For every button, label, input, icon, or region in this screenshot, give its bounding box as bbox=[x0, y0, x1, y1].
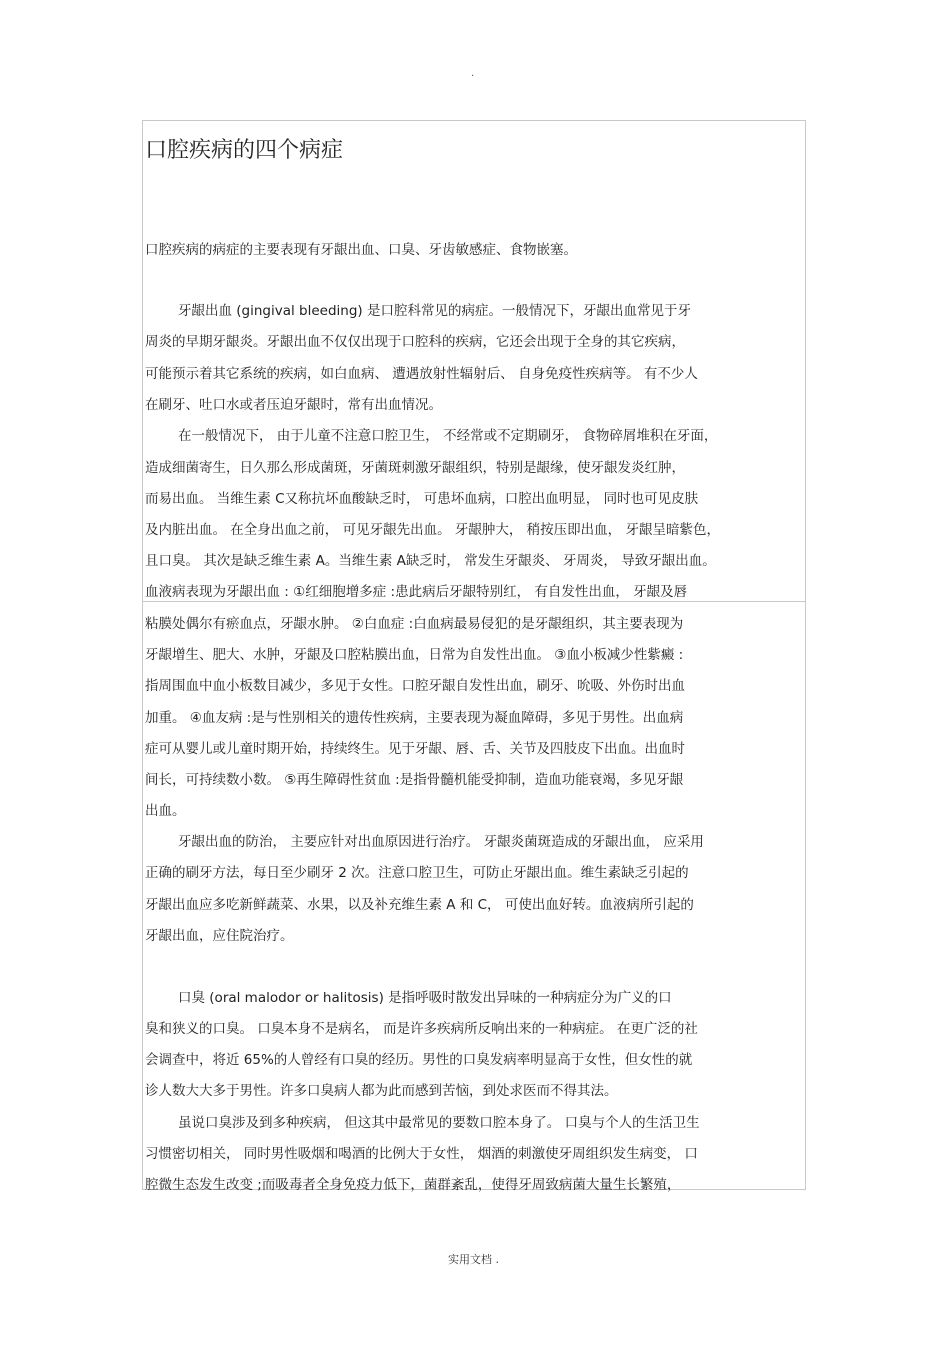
text-line: 加重。 ④血友病 :是与性别相关的遗传性疾病，主要表现为凝血障碍，多见于男性。出血病 bbox=[145, 710, 684, 726]
text-line: 及内脏出血。 在全身出血之前， 可见牙龈先出血。 牙龈肿大， 稍按压即出血， 牙龈呈暗紫色， bbox=[145, 522, 720, 538]
text-line: 在刷牙、吐口水或者压迫牙龈时，常有出血情况。 bbox=[145, 397, 442, 413]
text-line: 臭和狭义的口臭。 口臭本身不是病名， 而是许多疾病所反响出来的一种病症。 在更广泛的社 bbox=[145, 1021, 698, 1037]
text-line: 牙龈出血，应住院治疗。 bbox=[145, 928, 294, 944]
text-line: 血液病表现为牙龈出血 : ①红细胞增多症 :患此病后牙龈特别红， 有自发性出血， 牙龈及唇 bbox=[145, 584, 688, 600]
text-line: 诊人数大大多于男性。许多口臭病人都为此而感到苦恼，到处求医而不得其法。 bbox=[145, 1083, 618, 1099]
text-line: 出血。 bbox=[145, 803, 186, 819]
text-line: 腔微生态发生改变 ;而吸毒者全身免疫力低下，菌群紊乱，使得牙周致病菌大量生长繁殖， bbox=[145, 1177, 681, 1193]
text-line: 指周围血中血小板数目减少，多见于女性。口腔牙龈自发性出血，刷牙、吮吸、外伤时出血 bbox=[145, 678, 685, 694]
text-line: 正确的刷牙方法，每日至少刷牙 2 次。注意口腔卫生，可防止牙龈出血。维生素缺乏引起的 bbox=[145, 865, 689, 881]
text-line: 症可从婴儿或儿童时期开始，持续终生。见于牙龈、唇、舌、关节及四肢皮下出血。出血时 bbox=[145, 741, 685, 757]
header-mark: . bbox=[471, 68, 475, 79]
text-line: 牙龈出血 (gingival bleeding) 是口腔科常见的病症。一般情况下，牙龈出血常见于牙 bbox=[178, 303, 691, 319]
text-line: 牙龈出血应多吃新鲜蔬菜、水果，以及补充维生素 A 和 C， 可使出血好转。血液病所引起的 bbox=[145, 897, 694, 913]
text-line: 牙龈增生、肥大、水肿，牙龈及口腔粘膜出血，日常为自发性出血。 ③血小板减少性紫癜 : bbox=[145, 647, 684, 663]
text-line: 牙龈出血的防治， 主要应针对出血原因进行治疗。 牙龈炎菌斑造成的牙龈出血， 应采用 bbox=[178, 834, 704, 850]
text-line: 口腔疾病的病症的主要表现有牙龈出血、口臭、牙齿敏感症、食物嵌塞。 bbox=[145, 242, 577, 258]
text-line: 虽说口臭涉及到多种疾病， 但这其中最常见的要数口腔本身了。 口臭与个人的生活卫生 bbox=[178, 1115, 700, 1131]
text-line: 且口臭。 其次是缺乏维生素 A。当维生素 A缺乏时， 常发生牙龈炎、 牙周炎， 导致牙龈出血。 bbox=[145, 553, 716, 569]
text-line: 可能预示着其它系统的疾病，如白血病、 遭遇放射性辐射后、 自身免疫性疾病等。 有不少人 bbox=[145, 366, 698, 382]
text-line: 而易出血。 当维生素 C又称抗坏血酸缺乏时， 可患坏血病，口腔出血明显， 同时也可见皮肤 bbox=[145, 491, 699, 507]
text-line: 习惯密切相关， 同时男性吸烟和喝酒的比例大于女性， 烟酒的刺激使牙周组织发生病变， 口 bbox=[145, 1146, 698, 1162]
text-line: 口臭 (oral malodor or halitosis) 是指呼吸时散发出异味的一种病症分为广义的口 bbox=[178, 990, 672, 1006]
text-line: 间长，可持续数小数。 ⑤再生障碍性贫血 :是指骨髓机能受抑制，造血功能衰竭，多见牙龈 bbox=[145, 772, 684, 788]
page-title: 口腔疾病的四个病症 bbox=[145, 138, 344, 163]
text-line: 在一般情况下， 由于儿童不注意口腔卫生， 不经常或不定期刷牙， 食物碎屑堆积在牙面， bbox=[178, 428, 718, 444]
page-footer: 实用文档 . bbox=[448, 1253, 499, 1266]
text-line: 粘膜处偶尔有瘀血点，牙龈水肿。 ②白血症 :白血病最易侵犯的是牙龈组织，其主要表现为 bbox=[145, 616, 684, 632]
text-line: 会调查中，将近 65%的人曾经有口臭的经历。男性的口臭发病率明显高于女性，但女性的就 bbox=[145, 1052, 693, 1068]
frame-divider bbox=[142, 601, 806, 602]
text-line: 造成细菌寄生，日久那么形成菌斑，牙菌斑刺激牙龈组织，特别是龈缘，使牙龈发炎红肿， bbox=[145, 460, 685, 476]
text-line: 周炎的早期牙龈炎。牙龈出血不仅仅出现于口腔科的疾病，它还会出现于全身的其它疾病， bbox=[145, 334, 685, 350]
